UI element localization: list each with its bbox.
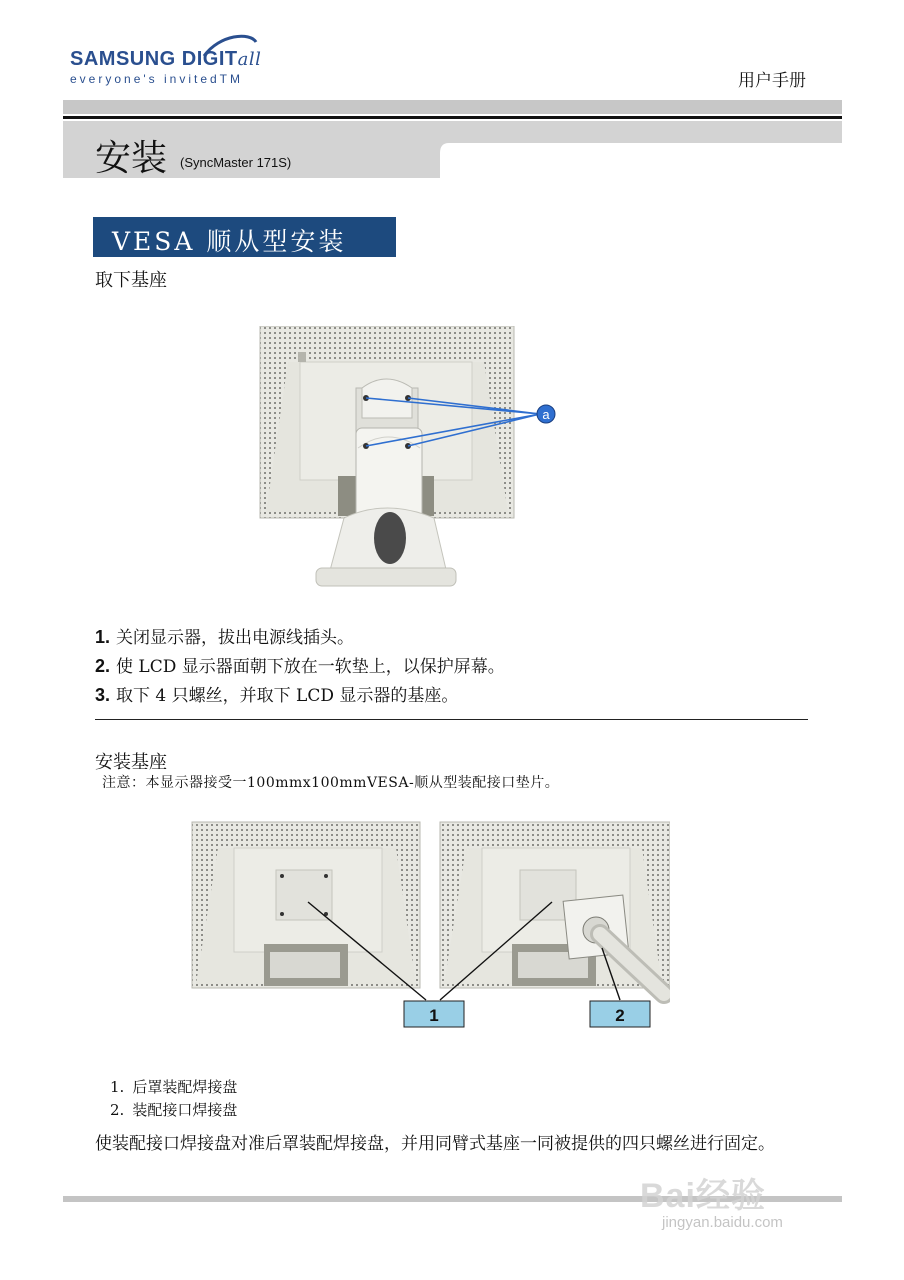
parts-list [110, 1076, 237, 1122]
header-black-line [63, 116, 842, 119]
label-1: 1 [429, 1006, 439, 1025]
list-item [110, 1099, 237, 1122]
section-banner-text: VESA 顺从型安装 [112, 227, 347, 256]
part-number: 1. [110, 1078, 125, 1096]
page-title: 安装 [95, 138, 168, 179]
part-text: 装配接口焊接盘 [132, 1101, 238, 1119]
step-number: 1. [95, 627, 111, 647]
monitor-back-image-left [192, 822, 420, 988]
label-2: 2 [615, 1006, 625, 1025]
baidu-watermark: Bai经验 [640, 1177, 766, 1215]
step-number: 2. [95, 656, 111, 676]
step-number: 3. [95, 685, 111, 705]
step-text: 关闭显示器，拔出电源线插头。 [116, 628, 355, 648]
list-item [95, 681, 505, 710]
install-paragraph: 使装配接口焊接盘对准后罩装配焊接盘，并用同臂式基座一同被提供的四只螺丝进行固定。 [95, 1134, 775, 1154]
part-text: 后罩装配焊接盘 [132, 1078, 238, 1096]
step-text: 取下 4 只螺丝，并取下 LCD 显示器的基座。 [116, 686, 459, 706]
step-text: 使 LCD 显示器面朝下放在一软垫上，以保护屏幕。 [116, 657, 505, 677]
section-divider [95, 719, 808, 720]
vesa-note: 注意：本显示器接受一100mmx100mmVESA-顺从型装配接口垫片。 [102, 775, 560, 791]
monitor-back-image-right [440, 822, 670, 994]
logo-suffix: all [237, 49, 262, 70]
remove-steps-list [95, 623, 505, 710]
manual-label: 用户手册 [738, 71, 806, 91]
remove-stand-heading: 取下基座 [95, 270, 167, 291]
vesa-mount-images [190, 818, 670, 1030]
part-number: 2. [110, 1101, 125, 1119]
model-name: (SyncMaster 171S) [180, 155, 292, 170]
list-item [95, 652, 505, 681]
monitor-back-with-stand-image [258, 326, 558, 588]
list-item [110, 1076, 237, 1099]
callout-a-label: a [542, 407, 550, 422]
logo-text: SAMSUNG DIGIT [70, 48, 238, 70]
logo-tagline: everyone's invitedTM [70, 72, 244, 86]
list-item [95, 623, 505, 652]
logo-swoosh-icon [200, 32, 260, 62]
baidu-watermark-url: jingyan.baidu.com [662, 1214, 783, 1231]
header-gray-bar [63, 100, 842, 114]
install-stand-heading: 安装基座 [95, 752, 167, 773]
